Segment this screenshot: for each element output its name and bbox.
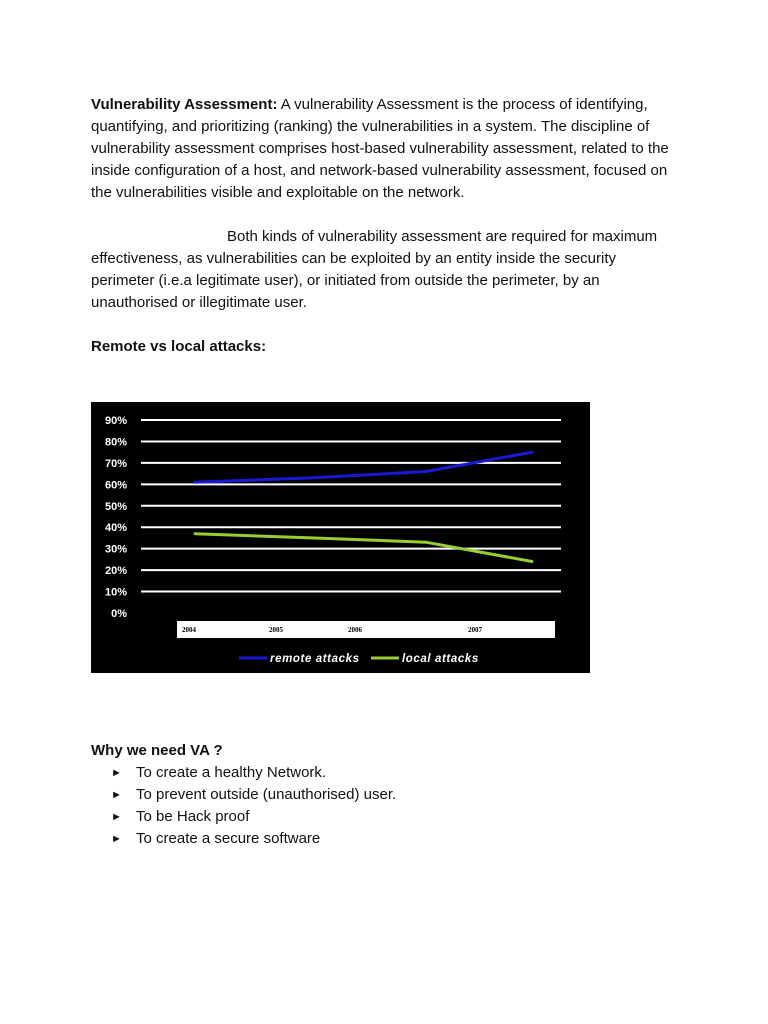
why-title: Why we need VA ? xyxy=(91,742,223,759)
x-tick-label: 2005 xyxy=(269,626,283,634)
attacks-chart-svg xyxy=(91,402,590,673)
series-line xyxy=(195,452,532,482)
bullet-icon: ► xyxy=(111,767,122,779)
y-tick-label: 20% xyxy=(104,565,127,578)
why-item-text: To be Hack proof xyxy=(136,808,250,825)
why-item-text: To create a secure software xyxy=(136,830,321,847)
why-list-item xyxy=(91,762,681,784)
second-paragraph xyxy=(91,226,681,314)
why-item-text: To create a healthy Network. xyxy=(136,764,327,781)
x-tick-label: 2007 xyxy=(468,626,482,634)
y-tick-label: 0% xyxy=(111,608,127,620)
x-tick-label: 2004 xyxy=(182,626,196,634)
why-list-item xyxy=(91,784,681,806)
y-tick-label: 60% xyxy=(104,479,127,492)
y-tick-label: 40% xyxy=(104,522,127,535)
series-line xyxy=(195,534,532,562)
y-tick-label: 80% xyxy=(104,436,127,449)
y-tick-label: 70% xyxy=(104,457,127,470)
bullet-icon: ► xyxy=(111,811,122,823)
x-axis-band xyxy=(177,621,555,638)
bullet-icon: ► xyxy=(111,789,122,801)
why-item-text: To prevent outside (unauthorised) user. xyxy=(136,786,397,803)
second-paragraph-text: Both kinds of vulnerability assessment are required for maximum effectiveness, as vulnerabilities can be exploited by an entity inside the security perimeter (i.e.a legitimate user), or initiated from outside the perimeter, by an unauthorised or illegitimate user. xyxy=(91,228,658,311)
intro-term: Vulnerability Assessment: xyxy=(91,96,278,113)
why-list-item xyxy=(91,828,681,850)
why-list-item xyxy=(91,806,681,828)
why-list xyxy=(91,762,681,850)
y-tick-label: 50% xyxy=(104,500,127,513)
why-section xyxy=(91,740,681,850)
legend-label: remote attacks xyxy=(270,653,360,665)
intro-text: A vulnerability Assessment is the process of identifying, quantifying, and prioritizing (ranking) the vulnerabilities in a system. The discipline of vulnerability assessment comprises host-based vulnerability assessment, related to the inside configuration of a host, and network-based vulnerability assessment, focused on the vulnerabilities visible and exploitable on the network. xyxy=(91,96,669,201)
y-tick-label: 30% xyxy=(104,543,127,556)
y-tick-label: 10% xyxy=(104,586,127,599)
bullet-icon: ► xyxy=(111,833,122,845)
y-tick-label: 90% xyxy=(104,415,127,427)
chart-heading: Remote vs local attacks: xyxy=(91,338,267,355)
intro-paragraph xyxy=(91,94,681,204)
x-tick-label: 2006 xyxy=(348,626,362,634)
attacks-chart xyxy=(91,402,590,673)
legend-label: local attacks xyxy=(402,653,479,665)
document-body xyxy=(91,94,681,358)
